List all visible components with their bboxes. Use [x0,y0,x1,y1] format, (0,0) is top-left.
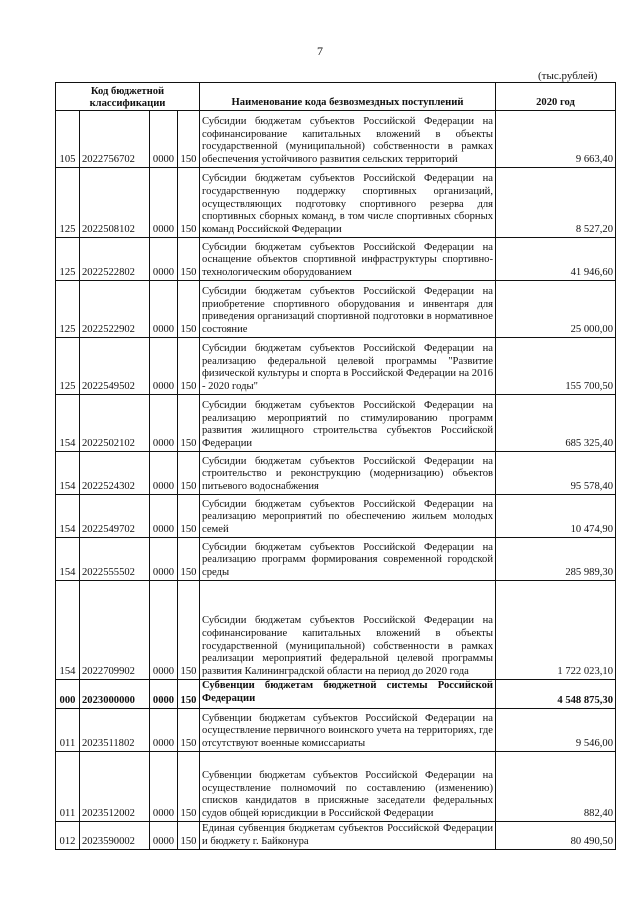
code-main-cell: 2022502102 [80,395,150,452]
amount-cell: 1 722 023,10 [496,581,616,680]
code-main-cell: 2022524302 [80,452,150,495]
amount-cell: 9 663,40 [496,111,616,168]
amount-cell: 285 989,30 [496,538,616,581]
amount-cell: 685 325,40 [496,395,616,452]
code-program-cell: 0000 [150,752,178,822]
table-row [56,281,616,338]
table-row [56,709,616,752]
table-row [56,495,616,538]
code-admin-cell: 154 [56,395,80,452]
revenue-name-cell: Субсидии бюджетам субъектов Российской Федерации на софинансирование капитальных вложений в объекты государственной (муниципальной) собственности в рамках обеспечения устойчивого развития сельских территорий [200,111,496,168]
code-admin-cell: 125 [56,281,80,338]
code-program-cell: 0000 [150,822,178,850]
revenue-name-cell: Субсидии бюджетам субъектов Российской Федерации на реализацию мероприятий по обеспечению жильем молодых семей [200,495,496,538]
code-admin-cell: 154 [56,495,80,538]
code-program-cell: 0000 [150,111,178,168]
code-economic-cell: 150 [178,822,200,850]
code-program-cell: 0000 [150,495,178,538]
header-code: Код бюджетной классификации [56,83,200,111]
table-row [56,238,616,281]
table-row [56,680,616,709]
amount-cell: 4 548 875,30 [496,680,616,709]
code-admin-cell: 125 [56,338,80,395]
code-economic-cell: 150 [178,495,200,538]
table-row [56,822,616,850]
code-admin-cell: 012 [56,822,80,850]
revenue-name-cell: Единая субвенция бюджетам субъектов Российской Федерации и бюджету г. Байконура [200,822,496,850]
table-body [56,111,616,850]
code-main-cell: 2023511802 [80,709,150,752]
code-main-cell: 2022709902 [80,581,150,680]
amount-cell: 882,40 [496,752,616,822]
code-main-cell: 2022549502 [80,338,150,395]
code-main-cell: 2022756702 [80,111,150,168]
code-program-cell: 0000 [150,709,178,752]
code-economic-cell: 150 [178,168,200,238]
revenue-name-cell: Субсидии бюджетам субъектов Российской Федерации на реализацию федеральной целевой программы "Развитие физической культуры и спорта в Российской Федерации на 2016 - 2020 годы" [200,338,496,395]
code-economic-cell: 150 [178,752,200,822]
amount-cell: 25 000,00 [496,281,616,338]
code-program-cell: 0000 [150,538,178,581]
table-row [56,395,616,452]
revenue-name-cell: Субсидии бюджетам субъектов Российской Федерации на государственную поддержку спортивных организаций, осуществляющих подготовку спортивного резерва для спортивных сборных команд, в том числе спортивных сборных команд Российской Федерации [200,168,496,238]
revenue-name-cell: Субсидии бюджетам субъектов Российской Федерации на реализацию программ формирования современной городской среды [200,538,496,581]
code-economic-cell: 150 [178,281,200,338]
code-economic-cell: 150 [178,709,200,752]
revenue-name-cell: Субсидии бюджетам субъектов Российской Федерации на строительство и реконструкцию (модернизацию) объектов питьевого водоснабжения [200,452,496,495]
code-program-cell: 0000 [150,395,178,452]
code-main-cell: 2022549702 [80,495,150,538]
code-admin-cell: 000 [56,680,80,709]
code-economic-cell: 150 [178,238,200,281]
table-row [56,452,616,495]
table-row [56,538,616,581]
code-admin-cell: 125 [56,168,80,238]
code-economic-cell: 150 [178,111,200,168]
code-program-cell: 0000 [150,338,178,395]
code-admin-cell: 125 [56,238,80,281]
revenue-name-cell: Субсидии бюджетам субъектов Российской Федерации на оснащение объектов спортивной инфраструктуры спортивно-технологическим оборудованием [200,238,496,281]
revenue-name-cell: Субвенции бюджетам субъектов Российской Федерации на осуществление полномочий по составлению (изменению) списков кандидатов в присяжные заседатели федеральных судов общей юрисдикции в Российской Федерации [200,752,496,822]
table-row [56,581,616,680]
amount-cell: 80 490,50 [496,822,616,850]
units-label: (тыс.рублей) [538,70,598,82]
code-main-cell: 2023590002 [80,822,150,850]
table-row [56,111,616,168]
amount-cell: 155 700,50 [496,338,616,395]
table-row [56,168,616,238]
table-row [56,338,616,395]
code-economic-cell: 150 [178,452,200,495]
code-admin-cell: 154 [56,538,80,581]
revenue-name-cell: Субсидии бюджетам субъектов Российской Федерации на реализацию мероприятий по стимулированию программ развития жилищного строительства субъектов Российской Федерации [200,395,496,452]
code-program-cell: 0000 [150,281,178,338]
revenue-name-cell: Субсидии бюджетам субъектов Российской Федерации на софинансирование капитальных вложений в объекты государственной (муниципальной) собственности в рамках реализации мероприятий федеральной целевой программы развития Калининградской области на период до 2020 года [200,581,496,680]
amount-cell: 9 546,00 [496,709,616,752]
header-name: Наименование кода безвозмездных поступлений [200,83,496,111]
page-number: 7 [317,44,323,58]
code-program-cell: 0000 [150,680,178,709]
code-main-cell: 2022522902 [80,281,150,338]
amount-cell: 41 946,60 [496,238,616,281]
code-program-cell: 0000 [150,238,178,281]
code-admin-cell: 011 [56,752,80,822]
code-admin-cell: 154 [56,581,80,680]
header-year: 2020 год [496,83,616,111]
amount-cell: 95 578,40 [496,452,616,495]
code-main-cell: 2022555502 [80,538,150,581]
code-main-cell: 2022508102 [80,168,150,238]
code-main-cell: 2023512002 [80,752,150,822]
code-admin-cell: 154 [56,452,80,495]
code-program-cell: 0000 [150,168,178,238]
code-economic-cell: 150 [178,538,200,581]
table-row [56,752,616,822]
code-economic-cell: 150 [178,581,200,680]
revenue-name-cell: Субвенции бюджетам бюджетной системы Российской Федерации [200,680,496,709]
code-admin-cell: 011 [56,709,80,752]
code-economic-cell: 150 [178,338,200,395]
code-program-cell: 0000 [150,581,178,680]
code-economic-cell: 150 [178,680,200,709]
budget-table [55,82,616,850]
code-economic-cell: 150 [178,395,200,452]
code-main-cell: 2022522802 [80,238,150,281]
code-program-cell: 0000 [150,452,178,495]
code-admin-cell: 105 [56,111,80,168]
amount-cell: 10 474,90 [496,495,616,538]
revenue-name-cell: Субвенции бюджетам субъектов Российской Федерации на осуществление первичного воинского учета на территориях, где отсутствуют военные комиссариаты [200,709,496,752]
code-main-cell: 2023000000 [80,680,150,709]
amount-cell: 8 527,20 [496,168,616,238]
revenue-name-cell: Субсидии бюджетам субъектов Российской Федерации на приобретение спортивного оборудования и инвентаря для приведения организаций спортивной подготовки в нормативное состояние [200,281,496,338]
